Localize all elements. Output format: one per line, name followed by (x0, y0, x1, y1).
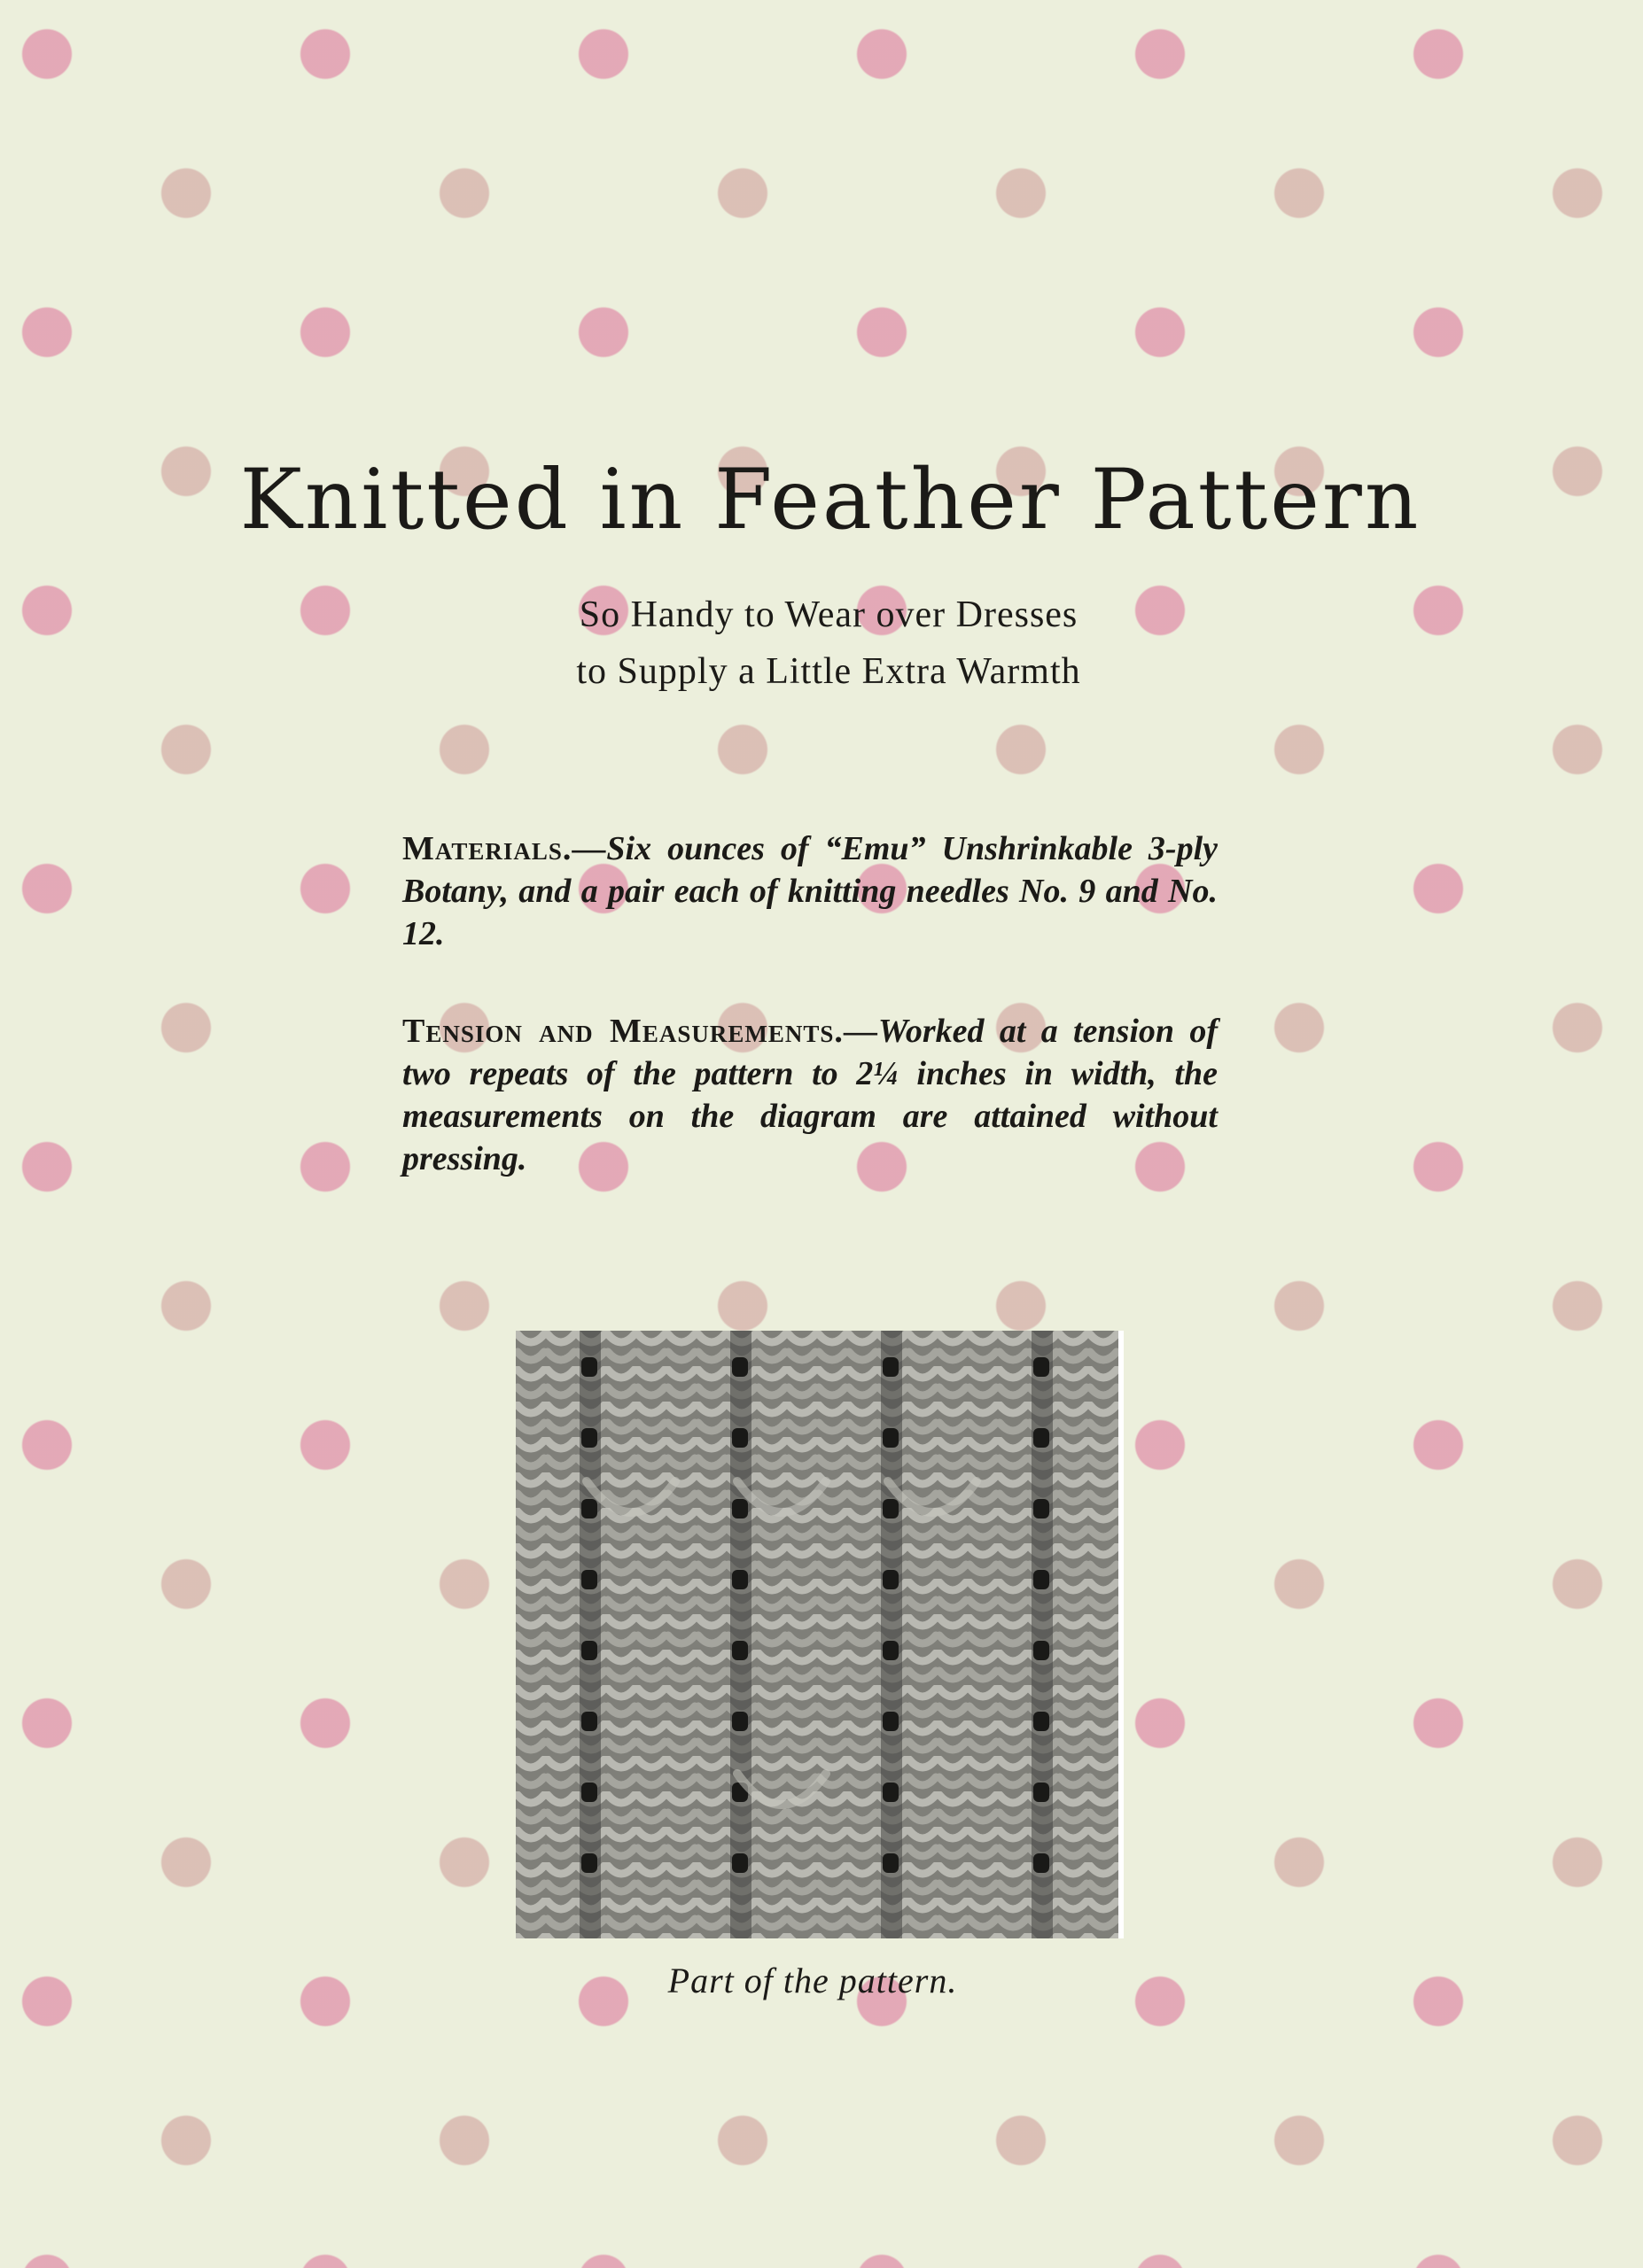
materials-paragraph (402, 827, 1218, 955)
tension-label: Tension and Measurements.— (402, 1013, 878, 1050)
tension-paragraph (402, 1010, 1218, 1180)
materials-label: Materials.— (402, 830, 607, 867)
subtitle-line-2: to Supply a Little Extra Warmth (576, 651, 1081, 692)
subtitle-line-1: So Handy to Wear over Dresses (579, 594, 1078, 635)
photo-caption: Part of the pattern. (667, 1961, 958, 2000)
page-title: Knitted in Feather Pattern (239, 452, 1421, 548)
materials-text: Six ounces of “Emu” Unshrinkable 3-ply Botany, and a pair each of knitting needles No. 9 and No. 12. (402, 830, 1218, 952)
tension-text: Worked at a tension of two repeats of the pattern to 2¼ inches in width, the measurements on the diagram are attained without pressing. (402, 1013, 1218, 1177)
subtitle (408, 586, 1250, 700)
knitting-swatch-photo (516, 1331, 1124, 1938)
knit-texture-image (516, 1331, 1118, 1938)
